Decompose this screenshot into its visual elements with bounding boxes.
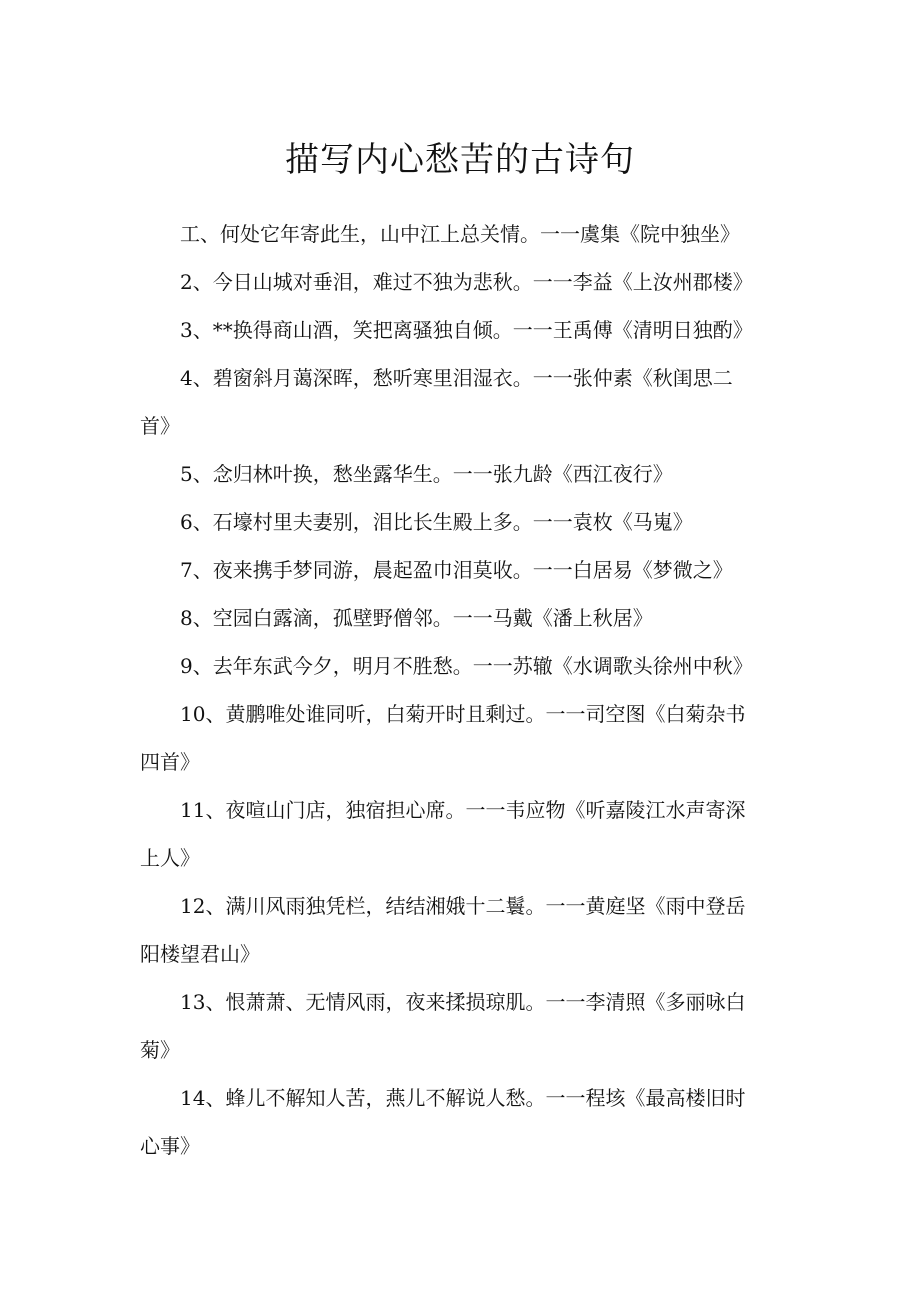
poem-text: 12、满川风雨独凭栏，结结湘娥十二鬟。一一黄庭坚《雨中登岳 bbox=[180, 894, 746, 918]
poem-item bbox=[140, 594, 792, 642]
poem-text: 4、碧窗斜月蔼深晖，愁听寒里泪湿衣。一一张仲素《秋闺思二 bbox=[180, 366, 733, 390]
poem-text: 3、**换得商山酒，笑把离骚独自倾。一一王禹傅《清明日独酌》 bbox=[180, 318, 753, 342]
poem-text-continued: 上人》 bbox=[140, 846, 200, 870]
poem-item bbox=[140, 1074, 792, 1170]
poem-text: 13、恨萧萧、无情风雨，夜来揉损琼肌。一一李清照《多丽咏白 bbox=[180, 990, 746, 1014]
poem-list bbox=[140, 210, 792, 1170]
poem-item bbox=[140, 306, 792, 354]
poem-item bbox=[140, 354, 792, 450]
poem-text-continued: 首》 bbox=[140, 414, 180, 438]
poem-text-continued: 菊》 bbox=[140, 1038, 180, 1062]
poem-text: 14、蜂儿不解知人苦，燕儿不解说人愁。一一程垓《最高楼旧时 bbox=[180, 1086, 746, 1110]
poem-text-continued: 心事》 bbox=[140, 1134, 200, 1158]
poem-item bbox=[140, 642, 792, 690]
poem-text-continued: 四首》 bbox=[140, 750, 200, 774]
poem-item bbox=[140, 978, 792, 1074]
poem-item bbox=[140, 546, 792, 594]
poem-text: 工、何处它年寄此生，山中江上总关情。一一虞集《院中独坐》 bbox=[180, 222, 740, 246]
poem-text: 7、夜来携手梦同游，晨起盈巾泪莫收。一一白居易《梦微之》 bbox=[180, 558, 733, 582]
poem-item bbox=[140, 210, 792, 258]
poem-text: 10、黄鹏唯处谁同听，白菊开时且剩过。一一司空图《白菊杂书 bbox=[180, 702, 746, 726]
poem-item bbox=[140, 882, 792, 978]
poem-text: 2、今日山城对垂泪，难过不独为悲秋。一一李益《上汝州郡楼》 bbox=[180, 270, 753, 294]
page-title: 描写内心愁苦的古诗句 bbox=[285, 140, 635, 180]
poem-text: 8、空园白露滴，孤壁野僧邻。一一马戴《潘上秋居》 bbox=[180, 606, 653, 630]
poem-item bbox=[140, 258, 792, 306]
poem-text: 6、石壕村里夫妻别，泪比长生殿上多。一一袁枚《马嵬》 bbox=[180, 510, 693, 534]
poem-text: 11、夜喧山门店，独宿担心席。一一韦应物《听嘉陵江水声寄深 bbox=[180, 798, 746, 822]
poem-text: 5、念归林叶换，愁坐露华生。一一张九龄《西江夜行》 bbox=[180, 462, 673, 486]
poem-text-continued: 阳楼望君山》 bbox=[140, 942, 260, 966]
poem-item bbox=[140, 498, 792, 546]
poem-item bbox=[140, 450, 792, 498]
poem-item bbox=[140, 786, 792, 882]
poem-text: 9、去年东武今夕，明月不胜愁。一一苏辙《水调歌头徐州中秋》 bbox=[180, 654, 753, 678]
poem-item bbox=[140, 690, 792, 786]
